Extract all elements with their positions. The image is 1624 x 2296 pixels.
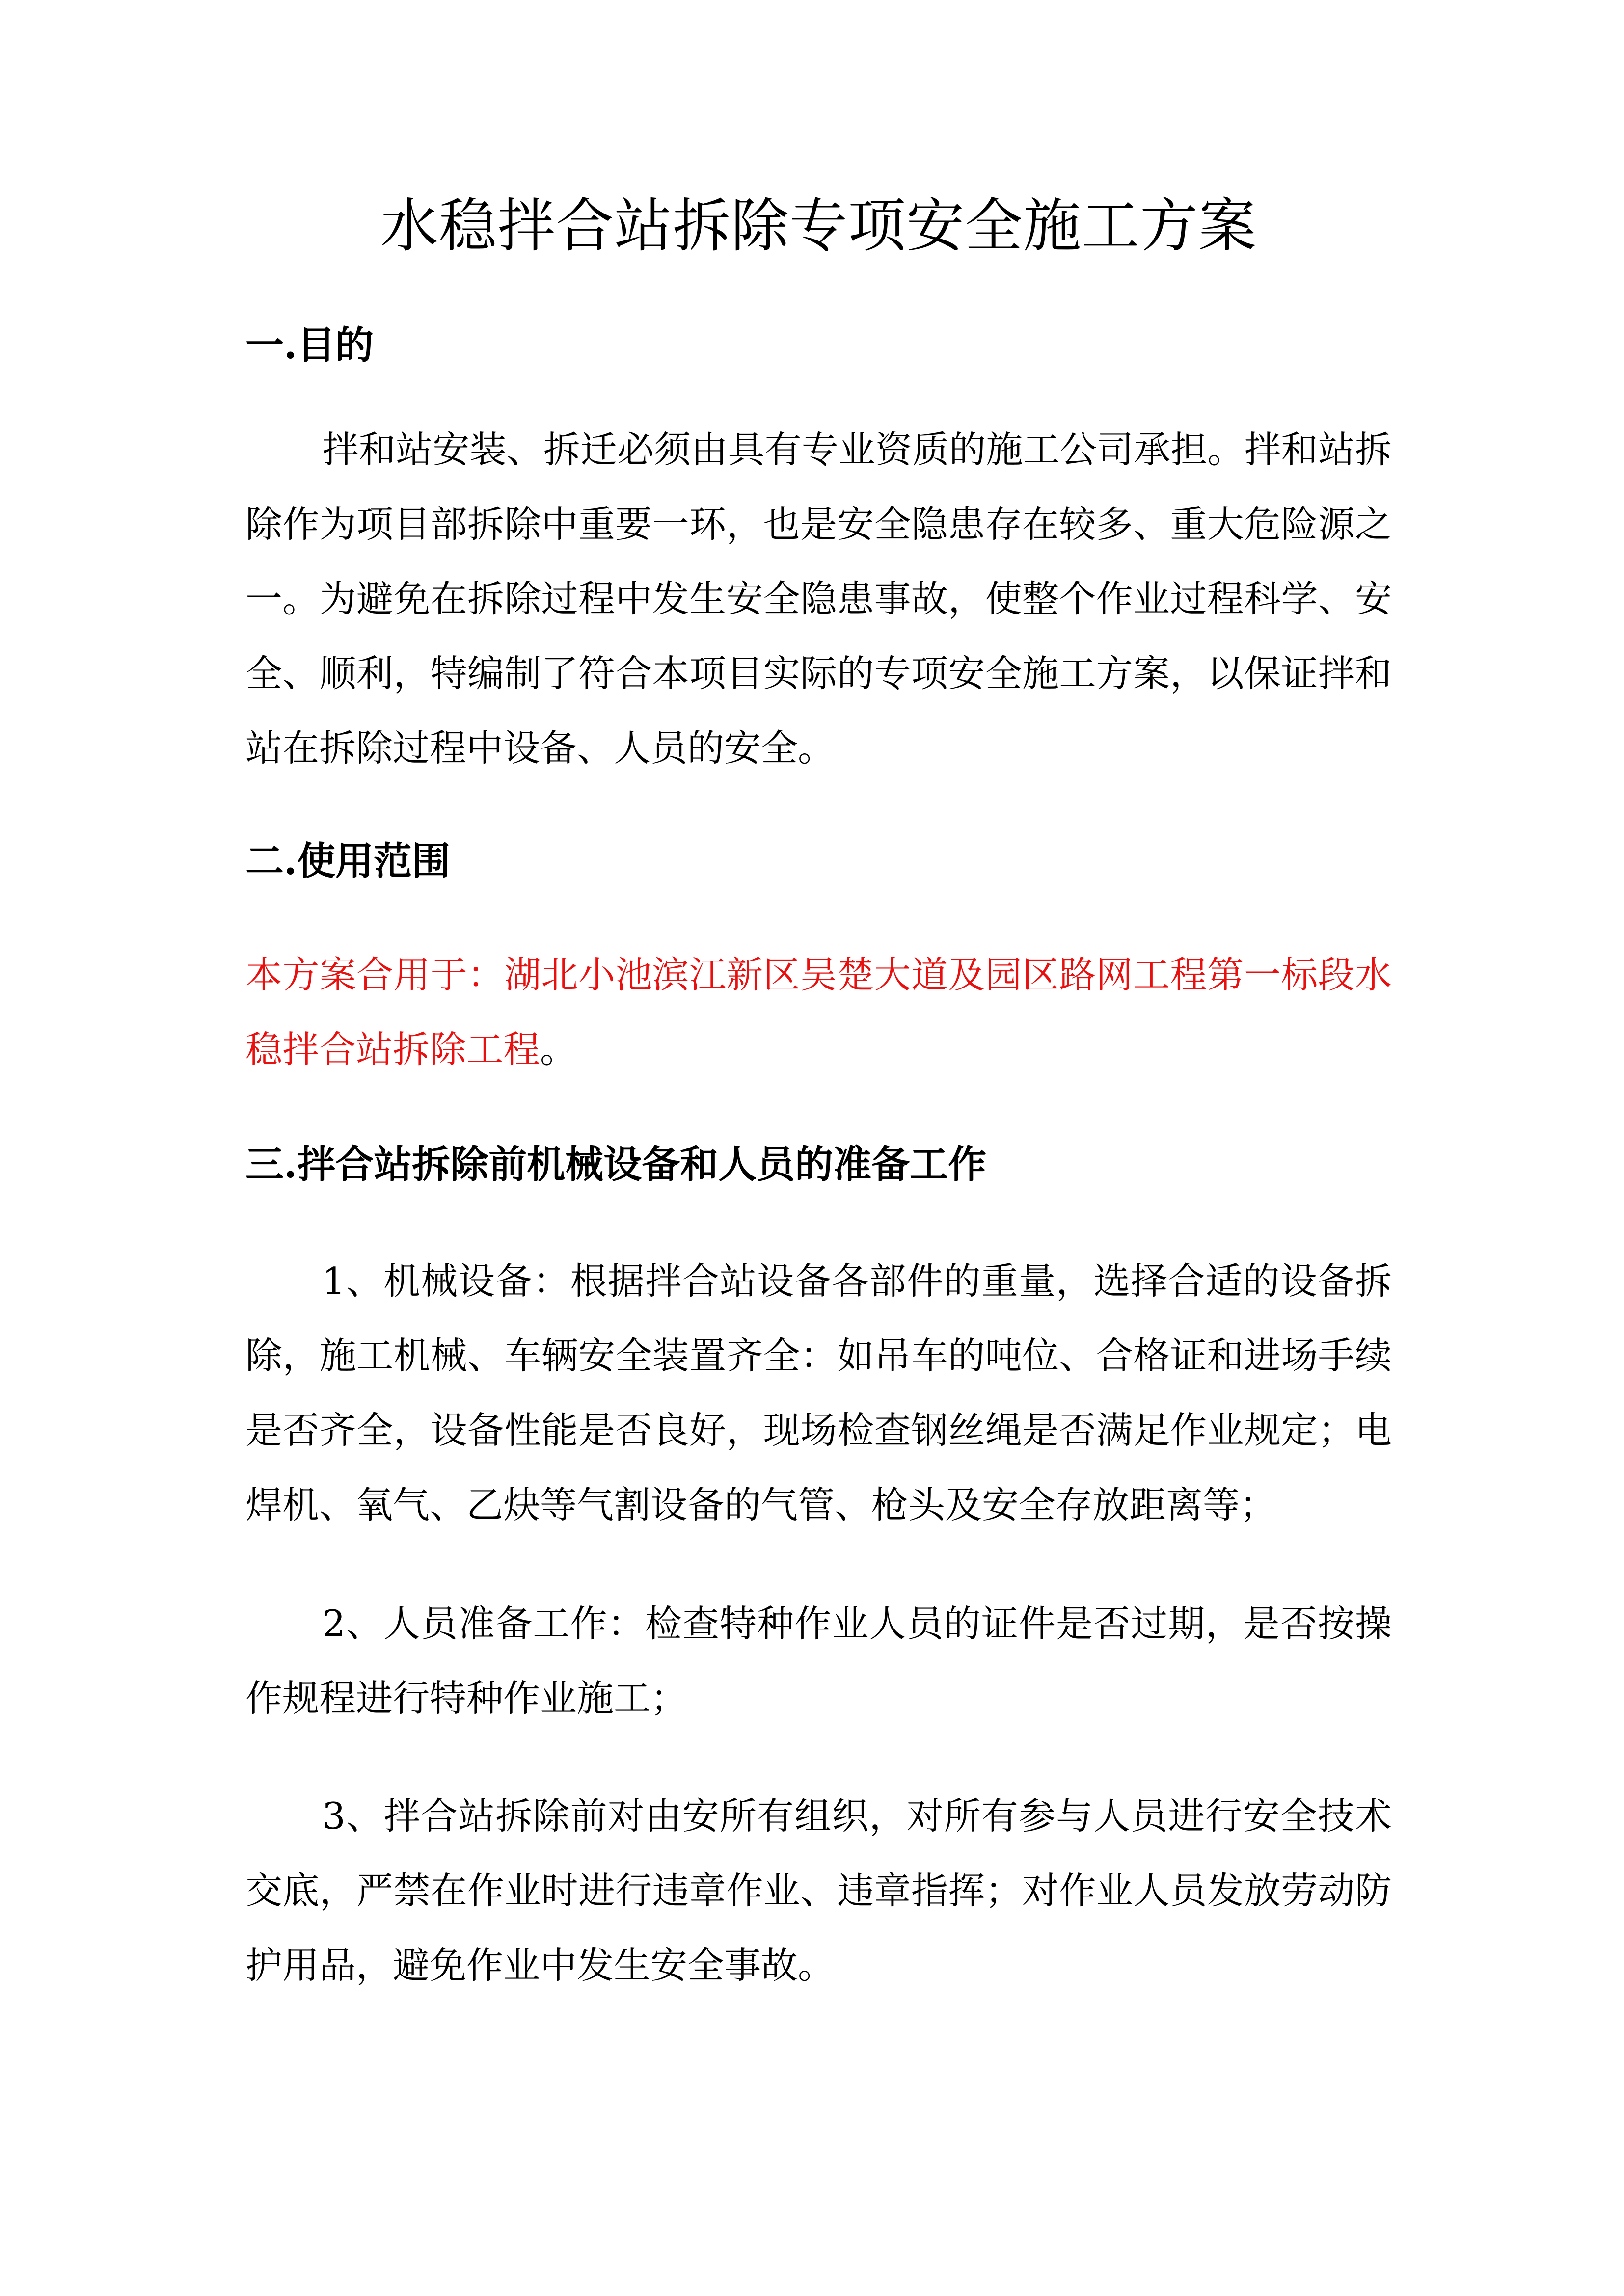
paragraph-machinery: 1、机械设备：根据拌合站设备各部件的重量，选择合适的设备拆除，施工机械、车辆安全装置齐全：如吊车的吨位、合格证和进场手续是否齐全，设备性能是否良好，现场检查钢丝绳是否满足作业规定；电焊机、氧气、乙炔等气割设备的气管、枪头及安全存放距离等； [245,1259,1392,1527]
paragraph-scope [245,937,1392,1087]
scope-period: 。 [540,1027,577,1071]
section-heading-scope: 二.使用范围 [245,839,451,884]
paragraph-personnel: 2、人员准备工作：检查特种作业人员的证件是否过期，是否按操作规程进行特种作业施工； [245,1602,1392,1720]
document-body [245,191,1392,2002]
scope-highlight-text: 本方案合用于：湖北小池滨江新区吴楚大道及园区路网工程第一标段水稳拌合站拆除工程 [245,953,1392,1071]
document-title: 水稳拌合站拆除专项安全施工方案 [380,192,1257,260]
section-heading-preparation: 三.拌合站拆除前机械设备和人员的准备工作 [245,1142,987,1187]
paragraph-safety-briefing: 3、拌合站拆除前对由安所有组织，对所有参与人员进行安全技术交底，严禁在作业时进行违章作业、违章指挥；对作业人员发放劳动防护用品，避免作业中发生安全事故。 [245,1794,1392,1987]
section-heading-purpose: 一.目的 [245,322,374,368]
paragraph-purpose: 拌和站安装、拆迁必须由具有专业资质的施工公司承担。拌和站拆除作为项目部拆除中重要一环，也是安全隐患存在较多、重大危险源之一。为避免在拆除过程中发生安全隐患事故，使整个作业过程科学、安全、顺利，特编制了符合本项目实际的专项安全施工方案，以保证拌和站在拆除过程中设备、人员的安全。 [245,428,1392,770]
